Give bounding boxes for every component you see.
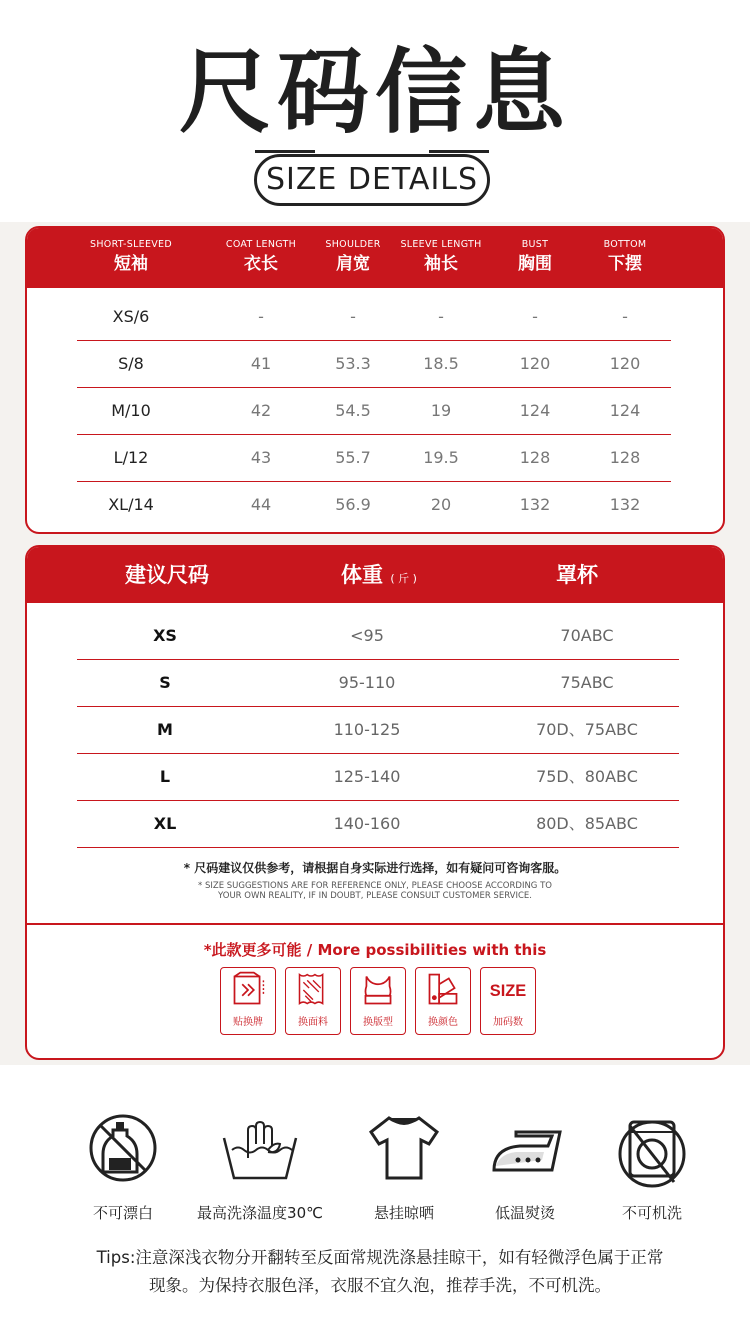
col-header-cn: 短袖 — [114, 254, 148, 274]
care-tips — [40, 1244, 720, 1300]
low-iron-icon — [480, 1108, 570, 1188]
size-cell: XL/14 — [108, 495, 154, 514]
bust-cell: 132 — [519, 495, 551, 514]
garment-shape-icon — [351, 968, 405, 1012]
shoulder-cell: 56.9 — [335, 495, 371, 514]
care-no-bleach — [68, 1108, 178, 1223]
bust-cell: - — [532, 307, 538, 326]
bust-cell: 120 — [519, 354, 551, 373]
care-hang-dry — [349, 1108, 459, 1223]
col-header-suggested-size: 建议尺码 — [125, 563, 209, 587]
col-header-coat-length — [213, 238, 309, 276]
bottom-cell: - — [622, 307, 628, 326]
col-header-cn: 袖长 — [424, 254, 458, 274]
size-cell: XS/6 — [112, 307, 150, 326]
row-divider — [77, 847, 679, 848]
no-machine-wash-icon — [612, 1108, 692, 1188]
shoulder-cell: 53.3 — [335, 354, 371, 373]
col-header-en: COAT LENGTH — [225, 239, 297, 250]
size-cell: L/12 — [113, 448, 149, 467]
sleeve-length-cell: 18.5 — [423, 354, 459, 373]
size-note-cn: * 尺码建议仅供参考，请根据自身实际进行选择，如有疑问可咨询客服。 — [183, 861, 567, 875]
table-row — [77, 294, 671, 341]
sleeve-length-cell: - — [438, 307, 444, 326]
table-row — [77, 707, 679, 754]
care-label: 最高洗涤温度30℃ — [197, 1204, 323, 1222]
care-label: 低温熨烫 — [494, 1204, 555, 1222]
size-note-en-line2: YOUR OWN REALITY, IF IN DOUBT, PLEASE CONSULT CUSTOMER SERVICE. — [218, 891, 532, 901]
size-table-header — [27, 228, 723, 288]
coat-length-cell: 43 — [250, 448, 272, 467]
sleeve-length-cell: 19 — [430, 401, 452, 420]
size-icon — [481, 968, 535, 1012]
page-title: 尺码信息 — [178, 39, 571, 146]
option-fabric — [285, 967, 341, 1035]
weight-cell: <95 — [350, 626, 384, 645]
option-label: 加码数 — [493, 1017, 523, 1028]
fabric-icon — [286, 968, 340, 1012]
option-label: 换面料 — [298, 1017, 328, 1028]
size-cell: S/8 — [118, 354, 144, 373]
care-low-iron — [470, 1108, 580, 1223]
size-note-en-line1: * SIZE SUGGESTIONS ARE FOR REFERENCE ONLY, PLEASE CHOOSE ACCORDING TO — [198, 881, 552, 891]
col-header-cn: 衣长 — [244, 254, 278, 274]
col-header-sleeve-length — [393, 238, 489, 276]
col-header-short-sleeved — [77, 238, 185, 276]
coat-length-cell: 44 — [250, 495, 272, 514]
col-header-cn: 肩宽 — [336, 254, 370, 274]
care-no-machine-wash — [597, 1108, 707, 1223]
shoulder-cell: 54.5 — [335, 401, 371, 420]
tips-line2: 现象。为保持衣服色泽，衣服不宜久泡，推荐手洗，不可机洗。 — [149, 1276, 611, 1295]
coat-length-cell: 41 — [250, 354, 272, 373]
size-icon-text: SIZE — [489, 981, 527, 1000]
weight-cell: 95-110 — [338, 673, 396, 692]
option-label: 换颜色 — [428, 1017, 458, 1028]
coat-length-cell: - — [258, 307, 264, 326]
size-cell: L — [159, 767, 171, 786]
bust-cell: 124 — [519, 401, 551, 420]
size-cell: XL — [153, 814, 177, 833]
table-row — [77, 341, 671, 388]
table-row — [77, 660, 679, 707]
size-table-card — [25, 226, 725, 534]
col-header-en: BOTTOM — [603, 239, 647, 250]
option-garment-shape — [350, 967, 406, 1035]
table-row — [77, 613, 679, 660]
bottom-cell: 128 — [609, 448, 641, 467]
cup-cell: 75ABC — [560, 673, 614, 692]
cup-cell: 70D、75ABC — [536, 720, 638, 739]
col-header-cn: 下摆 — [608, 254, 642, 274]
weight-label: 体重 — [341, 563, 384, 587]
cup-cell: 70ABC — [560, 626, 614, 645]
option-label: 换版型 — [363, 1017, 393, 1028]
bottom-cell: 132 — [609, 495, 641, 514]
col-header-en: SHORT-SLEEVED — [90, 239, 172, 250]
option-label: 贴换牌 — [233, 1017, 263, 1028]
sleeve-length-cell: 20 — [430, 495, 452, 514]
table-row — [77, 482, 671, 529]
weight-unit: ( 斤 ) — [390, 572, 417, 585]
coat-length-cell: 42 — [250, 401, 272, 420]
page-subtitle: SIZE DETAILS — [254, 154, 490, 206]
col-header-en: SLEEVE LENGTH — [400, 239, 482, 250]
bottom-cell: 120 — [609, 354, 641, 373]
option-tag-swap — [220, 967, 276, 1035]
color-swatch-icon — [416, 968, 470, 1012]
tag-swap-icon — [221, 968, 275, 1012]
sleeve-length-cell: 19.5 — [423, 448, 459, 467]
size-cell: M — [157, 720, 173, 739]
shoulder-cell: - — [350, 307, 356, 326]
option-color — [415, 967, 471, 1035]
size-note-en — [27, 881, 723, 901]
more-possibilities-title: *此款更多可能 / More possibilities with this — [203, 941, 547, 959]
cup-cell: 80D、85ABC — [536, 814, 638, 833]
col-header-bust — [487, 238, 583, 276]
shoulder-cell: 55.7 — [335, 448, 371, 467]
cup-cell: 75D、80ABC — [536, 767, 638, 786]
recommendation-header — [27, 547, 723, 603]
col-header-cn: 胸围 — [518, 254, 552, 274]
weight-cell: 125-140 — [333, 767, 401, 786]
col-header-en: SHOULDER — [325, 239, 381, 250]
weight-cell: 140-160 — [333, 814, 401, 833]
weight-cell: 110-125 — [333, 720, 401, 739]
size-cell: XS — [153, 626, 177, 645]
tips-line1: Tips:注意深浅衣物分开翻转至反面常规洗涤悬挂晾干，如有轻微浮色属于正常 — [96, 1248, 664, 1267]
no-bleach-icon — [83, 1108, 163, 1188]
care-label: 不可机洗 — [621, 1204, 682, 1222]
care-label: 不可漂白 — [92, 1204, 153, 1222]
care-wash-30 — [190, 1108, 330, 1223]
table-row — [77, 801, 679, 848]
bust-cell: 128 — [519, 448, 551, 467]
table-row — [77, 388, 671, 435]
col-header-en: BUST — [521, 239, 549, 250]
col-header-bottom — [577, 238, 673, 276]
col-header-shoulder — [305, 238, 401, 276]
col-header-cup: 罩杯 — [556, 563, 598, 587]
bottom-cell: 124 — [609, 401, 641, 420]
hang-dry-icon — [359, 1108, 449, 1188]
table-row — [77, 754, 679, 801]
care-label: 悬挂晾晒 — [373, 1204, 434, 1222]
col-header-weight — [289, 547, 469, 603]
size-cell: M/10 — [111, 401, 151, 420]
wash-30-icon — [210, 1108, 310, 1188]
recommendation-card — [25, 545, 725, 1060]
table-row — [77, 435, 671, 482]
section-divider — [27, 923, 723, 925]
size-cell: S — [159, 673, 171, 692]
option-size — [480, 967, 536, 1035]
